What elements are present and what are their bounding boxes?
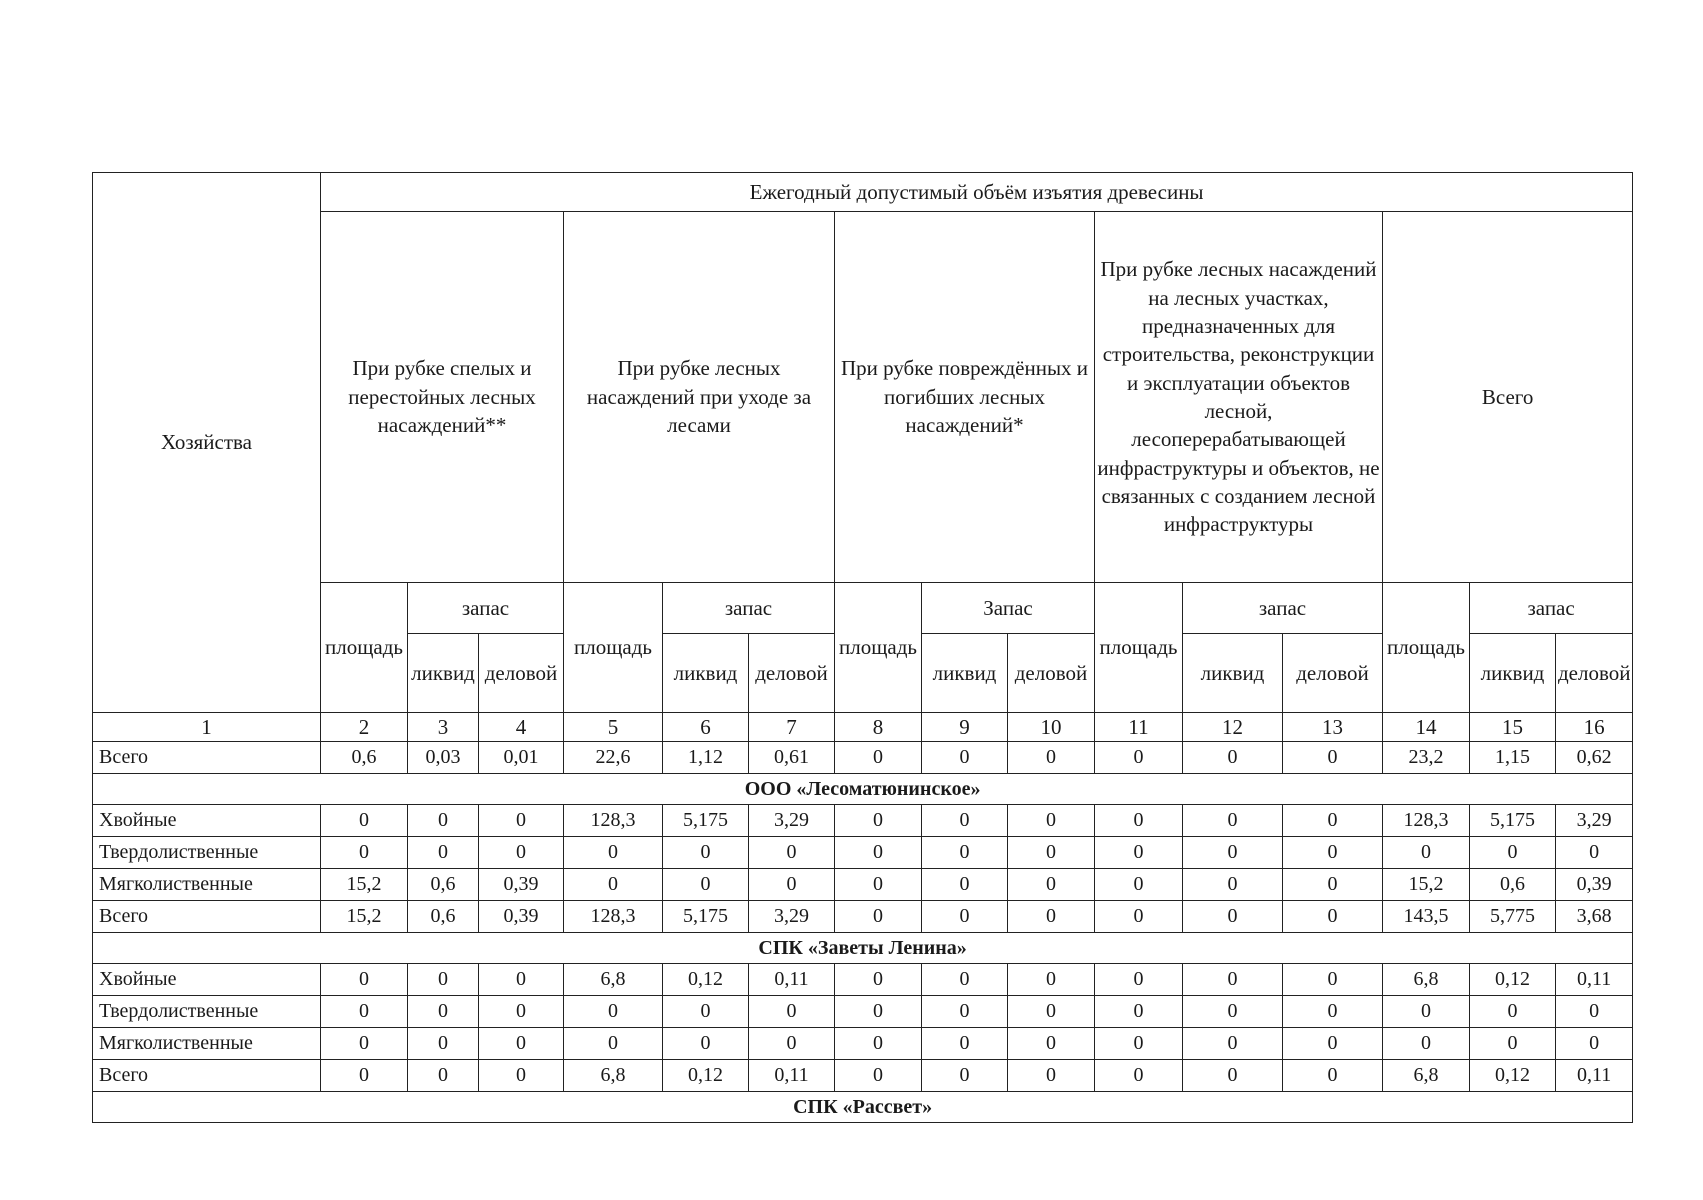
table-row <box>93 901 1633 933</box>
table-cell: 0 <box>479 996 564 1028</box>
table-cell: 0,6 <box>408 869 479 901</box>
table-cell: 0,12 <box>1470 964 1556 996</box>
table-cell: 15,2 <box>1383 869 1470 901</box>
table-cell: 0 <box>1283 837 1383 869</box>
section-row <box>93 933 1633 964</box>
liquid-header: ликвид <box>408 634 479 713</box>
table-cell: 0 <box>835 869 922 901</box>
table-cell: 6,8 <box>1383 1060 1470 1092</box>
section-row <box>93 1092 1633 1123</box>
table-cell: 143,5 <box>1383 901 1470 933</box>
table-cell: 0,6 <box>408 901 479 933</box>
table-cell: 3,68 <box>1556 901 1633 933</box>
table-cell: 0 <box>321 805 408 837</box>
table-cell: 128,3 <box>1383 805 1470 837</box>
table-cell: 0 <box>1183 901 1283 933</box>
table-row <box>93 742 1633 774</box>
table-cell: 0 <box>408 996 479 1028</box>
table-cell: 0,11 <box>749 1060 835 1092</box>
table-cell: 0 <box>663 1028 749 1060</box>
table-cell: 0 <box>749 837 835 869</box>
liquid-header: ликвид <box>1470 634 1556 713</box>
table-cell: 128,3 <box>564 805 663 837</box>
column-number: 3 <box>408 713 479 742</box>
column-number: 15 <box>1470 713 1556 742</box>
column-number: 6 <box>663 713 749 742</box>
table-cell: 0,61 <box>749 742 835 774</box>
liquid-header: ликвид <box>663 634 749 713</box>
column-number: 2 <box>321 713 408 742</box>
table-cell: 0 <box>1283 1028 1383 1060</box>
business-header: деловой <box>1556 634 1633 713</box>
section-row <box>93 774 1633 805</box>
farms-header: Хозяйства <box>93 173 321 713</box>
row-label: Всего <box>93 1060 321 1092</box>
table-cell: 0 <box>1008 996 1095 1028</box>
table-cell: 0 <box>321 1060 408 1092</box>
table-row <box>93 837 1633 869</box>
table-cell: 0 <box>749 1028 835 1060</box>
table-cell: 0,6 <box>1470 869 1556 901</box>
table-cell: 0 <box>1095 901 1183 933</box>
table-cell: 0 <box>1095 805 1183 837</box>
liquid-header: ликвид <box>1183 634 1283 713</box>
table-cell: 0,03 <box>408 742 479 774</box>
table-cell: 0 <box>1095 1028 1183 1060</box>
business-header: деловой <box>479 634 564 713</box>
business-header: деловой <box>749 634 835 713</box>
table-cell: 0 <box>321 1028 408 1060</box>
table-cell: 0 <box>749 869 835 901</box>
table-cell: 0 <box>408 964 479 996</box>
column-number: 10 <box>1008 713 1095 742</box>
table-cell: 23,2 <box>1383 742 1470 774</box>
table-cell: 0 <box>922 869 1008 901</box>
table-cell: 0 <box>663 869 749 901</box>
table-cell: 0 <box>408 805 479 837</box>
table-cell: 0 <box>1008 742 1095 774</box>
table-cell: 0 <box>1283 805 1383 837</box>
stock-header: запас <box>1470 583 1633 634</box>
table-cell: 0,12 <box>663 1060 749 1092</box>
table-cell: 0,11 <box>1556 964 1633 996</box>
table-row <box>93 1028 1633 1060</box>
table-cell: 0,39 <box>479 901 564 933</box>
column-number: 12 <box>1183 713 1283 742</box>
table-cell: 0 <box>564 837 663 869</box>
area-header: площадь <box>321 583 408 713</box>
table-cell: 0 <box>835 964 922 996</box>
column-number-row <box>93 713 1633 742</box>
table-cell: 0 <box>1556 996 1633 1028</box>
table-cell: 5,175 <box>1470 805 1556 837</box>
table-cell: 0 <box>1183 805 1283 837</box>
table-cell: 0 <box>564 1028 663 1060</box>
table-cell: 0 <box>1556 1028 1633 1060</box>
table-row <box>93 996 1633 1028</box>
table-cell: 0 <box>1095 837 1183 869</box>
group-header-damaged: При рубке повреждённых и погибших лесных насаждений* <box>835 212 1095 583</box>
table-cell: 0 <box>1008 964 1095 996</box>
column-number: 11 <box>1095 713 1183 742</box>
table-cell: 0 <box>922 1060 1008 1092</box>
table-cell: 0 <box>835 837 922 869</box>
table-cell: 5,175 <box>663 805 749 837</box>
table-cell: 0 <box>1283 1060 1383 1092</box>
table-cell: 0 <box>1556 837 1633 869</box>
table-cell: 0 <box>479 1028 564 1060</box>
table-cell: 0 <box>1283 996 1383 1028</box>
table-cell: 0 <box>564 869 663 901</box>
table-cell: 0 <box>1008 837 1095 869</box>
table-cell: 0 <box>1183 964 1283 996</box>
column-number: 16 <box>1556 713 1633 742</box>
table-cell: 0,39 <box>1556 869 1633 901</box>
table-cell: 0 <box>1283 869 1383 901</box>
column-number: 8 <box>835 713 922 742</box>
table-cell: 0 <box>1183 869 1283 901</box>
business-header: деловой <box>1008 634 1095 713</box>
table-cell: 0 <box>1283 742 1383 774</box>
row-label: Всего <box>93 901 321 933</box>
table-cell: 0,11 <box>1556 1060 1633 1092</box>
table-cell: 0 <box>1095 996 1183 1028</box>
column-number: 4 <box>479 713 564 742</box>
area-header: площадь <box>564 583 663 713</box>
table-row <box>93 1060 1633 1092</box>
table-cell: 0 <box>1183 996 1283 1028</box>
table-cell: 0 <box>1470 1028 1556 1060</box>
table-cell: 0 <box>408 1060 479 1092</box>
table-cell: 0,39 <box>479 869 564 901</box>
area-header: площадь <box>1095 583 1183 713</box>
table-cell: 3,29 <box>749 805 835 837</box>
table-cell: 0 <box>1008 805 1095 837</box>
table-cell: 0 <box>749 996 835 1028</box>
table-cell: 0 <box>922 1028 1008 1060</box>
column-number: 1 <box>93 713 321 742</box>
row-label: Хвойные <box>93 805 321 837</box>
table-cell: 0,11 <box>749 964 835 996</box>
table-cell: 0 <box>1008 1060 1095 1092</box>
column-number: 14 <box>1383 713 1470 742</box>
table-cell: 0 <box>835 1028 922 1060</box>
stock-header: запас <box>1183 583 1383 634</box>
table-cell: 0 <box>922 805 1008 837</box>
table-cell: 0 <box>1283 964 1383 996</box>
table-cell: 0 <box>321 964 408 996</box>
table-cell: 0 <box>479 805 564 837</box>
row-label: Твердолиственные <box>93 996 321 1028</box>
table-cell: 0 <box>479 964 564 996</box>
table-cell: 0 <box>922 742 1008 774</box>
table-row <box>93 964 1633 996</box>
column-number: 7 <box>749 713 835 742</box>
table-cell: 0 <box>321 996 408 1028</box>
row-label: Мягколиственные <box>93 1028 321 1060</box>
table-row <box>93 869 1633 901</box>
stock-header: Запас <box>922 583 1095 634</box>
table-cell: 0 <box>835 901 922 933</box>
table-cell: 0 <box>922 996 1008 1028</box>
table-cell: 6,8 <box>564 964 663 996</box>
table-cell: 0 <box>408 837 479 869</box>
table-cell: 0 <box>1095 1060 1183 1092</box>
liquid-header: ликвид <box>922 634 1008 713</box>
section-title: ООО «Лесоматюнинское» <box>93 774 1633 805</box>
area-header: площадь <box>1383 583 1470 713</box>
table-cell: 0 <box>663 996 749 1028</box>
group-header-care: При рубке лесных насаждений при уходе за лесами <box>564 212 835 583</box>
area-header: площадь <box>835 583 922 713</box>
table-cell: 0 <box>1008 901 1095 933</box>
table-row <box>93 805 1633 837</box>
table-cell: 0 <box>922 901 1008 933</box>
table-cell: 0 <box>479 1060 564 1092</box>
table-cell: 0 <box>1095 964 1183 996</box>
table-cell: 0 <box>1383 1028 1470 1060</box>
table-cell: 3,29 <box>1556 805 1633 837</box>
table-cell: 0 <box>1008 1028 1095 1060</box>
column-number: 13 <box>1283 713 1383 742</box>
table-cell: 0,12 <box>663 964 749 996</box>
table-cell: 0 <box>1095 869 1183 901</box>
table-cell: 0 <box>408 1028 479 1060</box>
column-number: 5 <box>564 713 663 742</box>
table-cell: 5,775 <box>1470 901 1556 933</box>
row-label: Мягколиственные <box>93 869 321 901</box>
table-cell: 0 <box>835 1060 922 1092</box>
section-title: СПК «Заветы Ленина» <box>93 933 1633 964</box>
table-cell: 0 <box>1183 1028 1283 1060</box>
row-label: Твердолиственные <box>93 837 321 869</box>
table-cell: 0 <box>1183 837 1283 869</box>
table-cell: 0 <box>1383 837 1470 869</box>
table-cell: 0 <box>1095 742 1183 774</box>
table-cell: 0 <box>835 996 922 1028</box>
column-number: 9 <box>922 713 1008 742</box>
row-label: Хвойные <box>93 964 321 996</box>
table-cell: 0 <box>479 837 564 869</box>
timber-volume-table <box>92 172 1633 1123</box>
table-cell: 0,62 <box>1556 742 1633 774</box>
table-cell: 0 <box>1470 996 1556 1028</box>
table-cell: 0 <box>922 964 1008 996</box>
table-cell: 3,29 <box>749 901 835 933</box>
table-cell: 0 <box>1283 901 1383 933</box>
table-cell: 15,2 <box>321 869 408 901</box>
table-cell: 0 <box>1183 742 1283 774</box>
main-title-header: Ежегодный допустимый объём изъятия древесины <box>321 173 1633 212</box>
table-cell: 6,8 <box>564 1060 663 1092</box>
table-cell: 0 <box>1470 837 1556 869</box>
stock-header: запас <box>663 583 835 634</box>
table-cell: 0 <box>1183 1060 1283 1092</box>
table-cell: 5,175 <box>663 901 749 933</box>
table-cell: 1,15 <box>1470 742 1556 774</box>
table-cell: 6,8 <box>1383 964 1470 996</box>
table-cell: 0 <box>321 837 408 869</box>
table-cell: 0 <box>922 837 1008 869</box>
group-header-construction: При рубке лесных насаждений на лесных участках, предназначенных для строительства, реконструкции и эксплуатации объектов лесной, лесоперерабатывающей инфраструктуры и объектов, не связанных с созданием лесной инфраструктуры <box>1095 212 1383 583</box>
table-cell: 0 <box>663 837 749 869</box>
table-cell: 0,12 <box>1470 1060 1556 1092</box>
stock-header: запас <box>408 583 564 634</box>
table-cell: 0 <box>835 742 922 774</box>
table-cell: 128,3 <box>564 901 663 933</box>
group-header-total: Всего <box>1383 212 1633 583</box>
group-header-mature: При рубке спелых и перестойных лесных насаждений** <box>321 212 564 583</box>
business-header: деловой <box>1283 634 1383 713</box>
table-cell: 0 <box>564 996 663 1028</box>
table-cell: 1,12 <box>663 742 749 774</box>
table-cell: 0,01 <box>479 742 564 774</box>
table-cell: 0,6 <box>321 742 408 774</box>
table-cell: 0 <box>1383 996 1470 1028</box>
row-label: Всего <box>93 742 321 774</box>
table-cell: 22,6 <box>564 742 663 774</box>
section-title: СПК «Рассвет» <box>93 1092 1633 1123</box>
table-cell: 15,2 <box>321 901 408 933</box>
table-cell: 0 <box>1008 869 1095 901</box>
table-cell: 0 <box>835 805 922 837</box>
